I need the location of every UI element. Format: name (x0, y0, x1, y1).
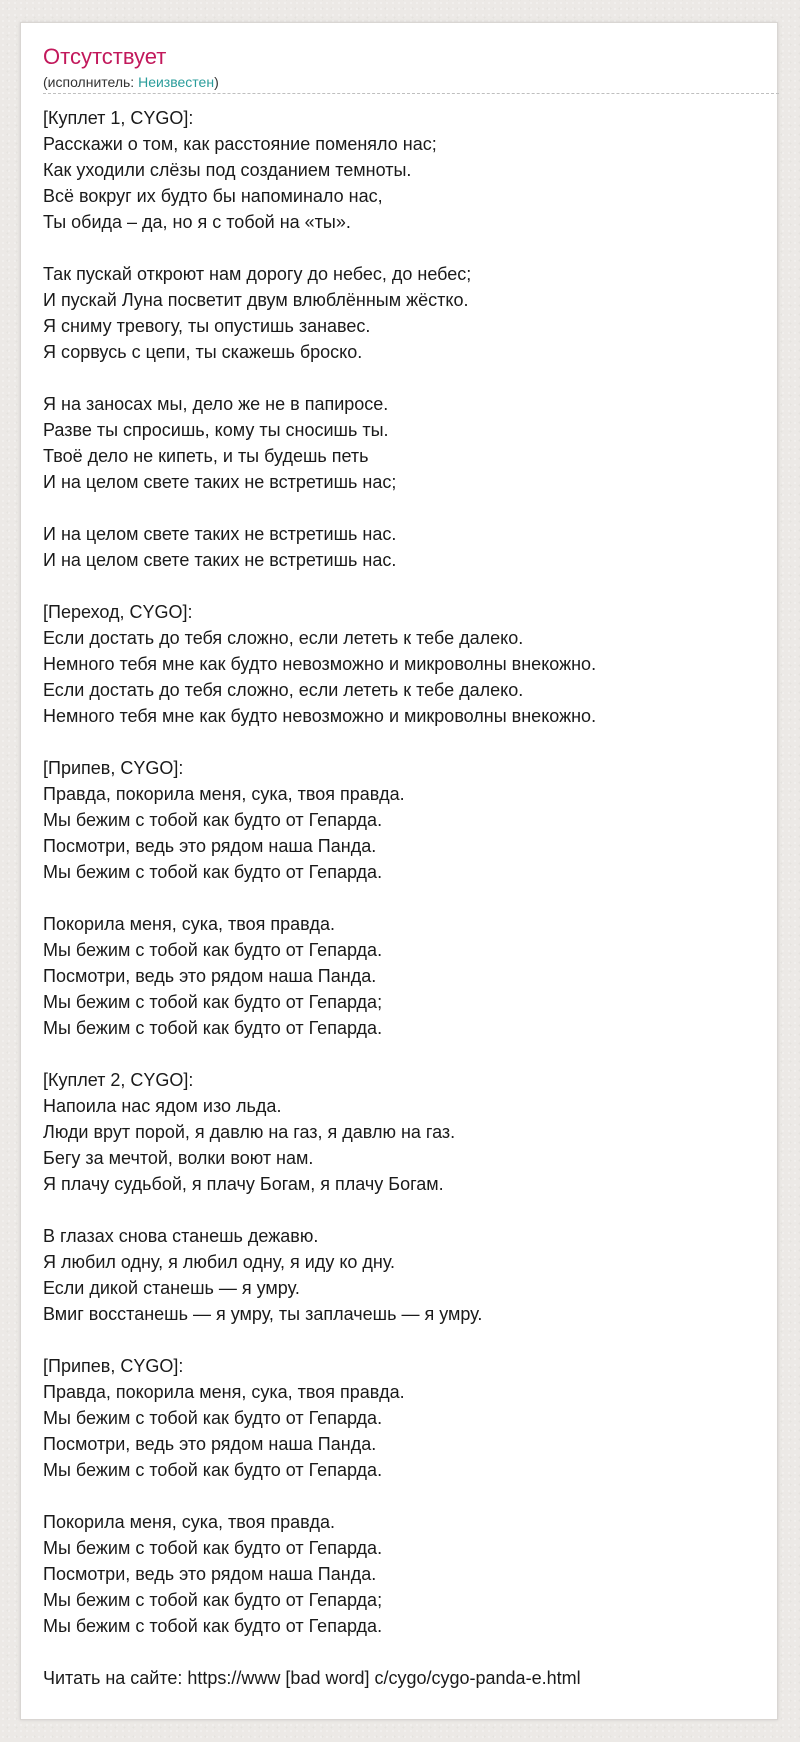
title-divider (43, 93, 779, 94)
lyrics-card (20, 22, 778, 1720)
lyric-line: Люди врут порой, я давлю на газ, я давлю на газ. (43, 1122, 456, 1142)
lyric-line: [Переход, CYGO]: (43, 602, 193, 622)
lyric-line: И на целом свете таких не встретишь нас; (43, 472, 397, 492)
lyric-line: Мы бежим с тобой как будто от Гепарда. (43, 810, 383, 830)
lyric-line: Посмотри, ведь это рядом наша Панда. (43, 1434, 377, 1454)
source-link-text: Читать на сайте: https://www [bad word] c/cygo/cygo-panda-e.html (43, 1668, 581, 1688)
lyrics-stanza (43, 105, 763, 235)
lyric-line: И на целом свете таких не встретишь нас. (43, 524, 397, 544)
artist-link[interactable]: Неизвестен (138, 74, 215, 90)
lyric-line: Разве ты спросишь, кому ты сносишь ты. (43, 420, 389, 440)
lyric-line: Правда, покорила меня, сука, твоя правда. (43, 784, 405, 804)
lyric-line: И на целом свете таких не встретишь нас. (43, 550, 397, 570)
lyric-line: Мы бежим с тобой как будто от Гепарда; (43, 1590, 383, 1610)
lyrics-stanza (43, 1353, 763, 1483)
lyric-line: Я на заносах мы, дело же не в папиросе. (43, 394, 389, 414)
lyrics-stanza (43, 1509, 763, 1639)
lyrics-stanza (43, 391, 763, 495)
lyric-line: Я сниму тревогу, ты опустишь занавес. (43, 316, 371, 336)
lyrics-stanza (43, 755, 763, 885)
lyric-line: Мы бежим с тобой как будто от Гепарда. (43, 1538, 383, 1558)
lyric-line: Мы бежим с тобой как будто от Гепарда; (43, 992, 383, 1012)
lyric-line: Твоё дело не кипеть, и ты будешь петь (43, 446, 369, 466)
lyrics-stanza (43, 521, 763, 573)
lyric-line: Я сорвусь с цепи, ты скажешь броско. (43, 342, 363, 362)
lyric-line: Расскажи о том, как расстояние поменяло нас; (43, 134, 437, 154)
lyric-line: Я плачу судьбой, я плачу Богам, я плачу Богам. (43, 1174, 444, 1194)
lyric-line: Мы бежим с тобой как будто от Гепарда. (43, 1408, 383, 1428)
lyric-line: Мы бежим с тобой как будто от Гепарда. (43, 1018, 383, 1038)
lyric-line: Если достать до тебя сложно, если лететь к тебе далеко. (43, 628, 524, 648)
lyrics-stanza (43, 1067, 763, 1197)
lyric-line: Я любил одну, я любил одну, я иду ко дну. (43, 1252, 396, 1272)
lyric-line: Вмиг восстанешь — я умру, ты заплачешь — я умру. (43, 1304, 483, 1324)
lyric-line: Если достать до тебя сложно, если лететь к тебе далеко. (43, 680, 524, 700)
lyric-line: Бегу за мечтой, волки воют нам. (43, 1148, 314, 1168)
lyric-line: Если дикой станешь — я умру. (43, 1278, 300, 1298)
lyrics-stanza (43, 1223, 763, 1327)
lyric-line: Всё вокруг их будто бы напоминало нас, (43, 186, 383, 206)
artist-prefix: (исполнитель: (43, 74, 139, 90)
lyrics-stanza (43, 911, 763, 1041)
lyric-line: [Куплет 2, CYGO]: (43, 1070, 194, 1090)
lyric-line: Напоила нас ядом изо льда. (43, 1096, 282, 1116)
song-title: Отсутствует (43, 44, 167, 69)
lyric-line: Посмотри, ведь это рядом наша Панда. (43, 1564, 377, 1584)
lyric-line: В глазах снова станешь дежавю. (43, 1226, 319, 1246)
lyric-line: Посмотри, ведь это рядом наша Панда. (43, 836, 377, 856)
lyric-line: Мы бежим с тобой как будто от Гепарда. (43, 1460, 383, 1480)
lyric-line: Немного тебя мне как будто невозможно и микроволны внекожно. (43, 706, 597, 726)
lyric-line: Так пускай откроют нам дорогу до небес, до небес; (43, 264, 472, 284)
artist-line (43, 73, 219, 91)
lyric-line: Мы бежим с тобой как будто от Гепарда. (43, 940, 383, 960)
lyrics-body (43, 105, 763, 1691)
lyric-line: Посмотри, ведь это рядом наша Панда. (43, 966, 377, 986)
lyric-line: Мы бежим с тобой как будто от Гепарда. (43, 1616, 383, 1636)
lyric-line: Как уходили слёзы под созданием темноты. (43, 160, 412, 180)
lyrics-stanza (43, 599, 763, 729)
lyric-line: Правда, покорила меня, сука, твоя правда. (43, 1382, 405, 1402)
lyric-line: И пускай Луна посветит двум влюблённым жёстко. (43, 290, 469, 310)
lyric-line: Немного тебя мне как будто невозможно и микроволны внекожно. (43, 654, 597, 674)
lyrics-stanza (43, 261, 763, 365)
lyric-line: [Припев, CYGO]: (43, 1356, 184, 1376)
artist-suffix: ) (214, 74, 219, 90)
lyric-line: Покорила меня, сука, твоя правда. (43, 1512, 335, 1532)
lyric-line: [Куплет 1, CYGO]: (43, 108, 194, 128)
lyric-line: [Припев, CYGO]: (43, 758, 184, 778)
lyric-line: Покорила меня, сука, твоя правда. (43, 914, 335, 934)
lyric-line: Ты обида – да, но я с тобой на «ты». (43, 212, 351, 232)
lyric-line: Мы бежим с тобой как будто от Гепарда. (43, 862, 383, 882)
